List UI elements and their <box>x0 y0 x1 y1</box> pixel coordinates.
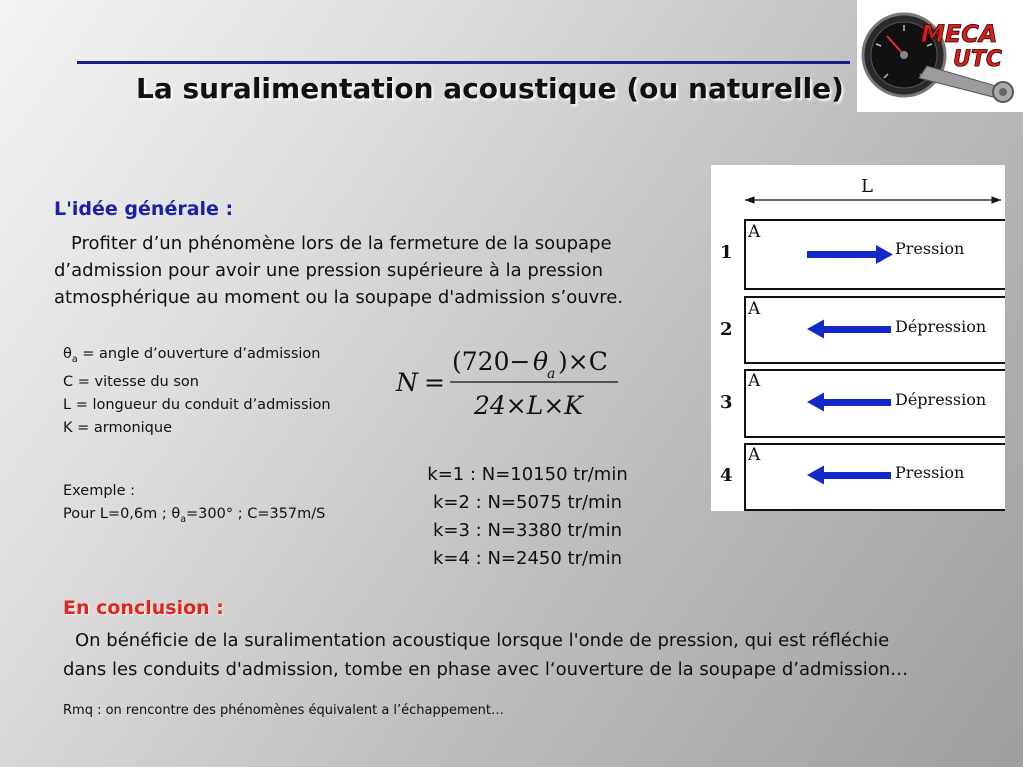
idee-heading: L'idée générale : <box>54 198 234 220</box>
variable-definitions <box>63 343 331 440</box>
example-values: Pour L=0,6m ; $\theta_a=300^\circ$ ; C=357m/S <box>63 506 326 525</box>
left-arrow-head-icon <box>807 393 824 412</box>
example <box>63 480 325 531</box>
left-arrow-head-icon <box>807 466 824 485</box>
formula <box>390 340 630 432</box>
remark-note: Rmq : on rencontre des phénomènes équivalent a l’échappement… <box>63 703 505 718</box>
right-arrow-head-icon <box>876 245 893 264</box>
wave-label: Dépression <box>895 317 987 336</box>
wave-label: Pression <box>895 463 965 482</box>
length-label: L <box>861 176 873 197</box>
result-item: k=2 : N=5075 tr/min <box>432 492 622 513</box>
point-a-label: A <box>748 445 761 465</box>
wave-label: Dépression <box>895 390 987 409</box>
wave-label: Pression <box>895 239 965 258</box>
left-arrow-icon <box>823 326 891 333</box>
conclusion-heading: En conclusion : <box>63 597 224 619</box>
logo-text-meca: MECA <box>921 20 998 48</box>
row-number: 3 <box>720 392 733 413</box>
formula-theta-sub: a <box>547 366 556 382</box>
example-heading: Exemple : <box>63 483 135 499</box>
idee-line: Profiter d’un phénomène lors de la fermeture de la soupape <box>71 233 612 254</box>
row-number: 4 <box>720 465 733 486</box>
conclusion-paragraph <box>63 626 993 684</box>
def-theta: $\theta_a$ = angle d’ouverture d’admission <box>63 346 321 365</box>
pressure-wave-diagram <box>711 165 1005 511</box>
results-list <box>400 461 655 573</box>
left-arrow-icon <box>823 399 891 406</box>
formula-lhs: N <box>396 368 418 397</box>
diagram-row-2 <box>720 297 1005 363</box>
left-arrow-icon <box>823 472 891 479</box>
formula-denominator: 24×L×K <box>474 391 583 420</box>
formula-numerator-open: (720− <box>452 347 531 376</box>
def-l: L = longueur du conduit d’admission <box>63 396 331 413</box>
idee-line: atmosphérique au moment ou la soupape d'admission s’ouvre. <box>54 287 624 308</box>
def-c: C = vitesse du son <box>63 373 199 390</box>
point-a-label: A <box>748 299 761 319</box>
row-number: 2 <box>720 319 733 340</box>
meca-utc-logo <box>857 0 1023 112</box>
title-rule <box>77 61 850 64</box>
conclusion-line: On bénéficie de la suralimentation acoustique lorsque l'onde de pression, qui est réfléchie <box>75 630 890 651</box>
conclusion-line: dans les conduits d'admission, tombe en phase avec l‘ouverture de la soupape d’admission… <box>63 659 909 680</box>
result-item: k=4 : N=2450 tr/min <box>432 548 622 569</box>
left-arrow-head-icon <box>807 320 824 339</box>
formula-equals: = <box>424 368 445 397</box>
diagram-row-1 <box>720 220 1005 289</box>
page-title: La suralimentation acoustique (ou naturelle) <box>136 72 844 105</box>
row-number: 1 <box>720 242 733 263</box>
point-a-label: A <box>748 222 761 242</box>
idee-line: d’admission pour avoir une pression supérieure à la pression <box>54 260 603 281</box>
right-arrow-icon <box>807 251 877 258</box>
result-item: k=3 : N=3380 tr/min <box>432 520 622 541</box>
diagram-row-4 <box>720 444 1005 510</box>
idee-paragraph <box>54 230 674 311</box>
def-k: K = armonique <box>63 419 172 436</box>
result-item: k=1 : N=10150 tr/min <box>427 464 628 485</box>
formula-theta: θ <box>533 347 549 376</box>
logo-text-utc: UTC <box>953 47 1003 72</box>
diagram-row-3 <box>720 370 1005 437</box>
point-a-label: A <box>748 371 761 391</box>
formula-numerator-close: )×C <box>558 347 608 376</box>
